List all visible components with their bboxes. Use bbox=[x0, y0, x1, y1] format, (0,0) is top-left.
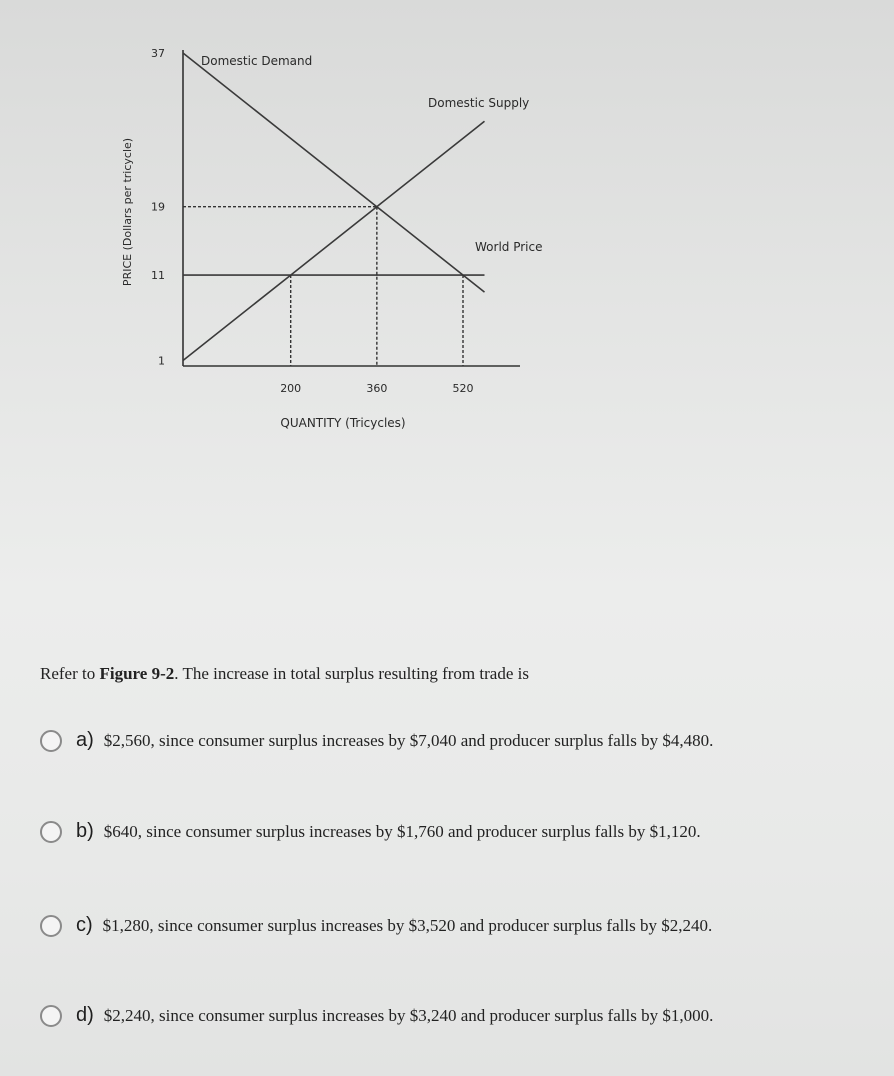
y-tick-label-19: 19 bbox=[151, 200, 165, 214]
figure-reference: Figure 9-2 bbox=[99, 664, 175, 683]
series-label-world-price: World Price bbox=[475, 240, 543, 254]
option-d-letter: d) bbox=[76, 1004, 94, 1026]
series-line-domestic-supply bbox=[183, 121, 485, 360]
x-axis-title: QUANTITY (Tricycles) bbox=[280, 416, 406, 430]
option-b[interactable] bbox=[40, 820, 701, 843]
series-line-domestic-demand bbox=[183, 53, 485, 292]
x-tick-label-520: 520 bbox=[452, 382, 474, 395]
y-tick-label-37: 37 bbox=[151, 47, 165, 60]
option-b-text: $640, since consumer surplus increases by $1,760 and producer surplus falls by $1,120. bbox=[103, 821, 701, 841]
y-tick-label-11: 11 bbox=[151, 269, 165, 283]
question-body: . The increase in total surplus resulting from trade is bbox=[174, 664, 529, 683]
series-label-domestic-demand: Domestic Demand bbox=[201, 54, 313, 68]
option-a[interactable] bbox=[40, 729, 713, 752]
x-tick-label-360: 360 bbox=[366, 382, 388, 395]
option-c[interactable] bbox=[40, 914, 712, 937]
question-text bbox=[40, 664, 529, 684]
radio-a-icon[interactable] bbox=[40, 730, 62, 752]
option-c-letter: c) bbox=[76, 914, 93, 936]
x-tick-label-200: 200 bbox=[280, 382, 302, 395]
y-axis-title: PRICE (Dollars per tricycle) bbox=[121, 137, 134, 287]
option-d[interactable] bbox=[40, 1004, 713, 1027]
question-prefix: Refer to bbox=[40, 664, 96, 683]
option-d-text: $2,240, since consumer surplus increases by $3,240 and producer surplus falls by $1,000. bbox=[103, 1005, 714, 1025]
series-label-domestic-supply: Domestic Supply bbox=[428, 96, 530, 110]
supply-demand-chart bbox=[0, 0, 894, 460]
option-b-letter: b) bbox=[76, 820, 94, 842]
radio-c-icon[interactable] bbox=[40, 915, 62, 937]
option-a-letter: a) bbox=[76, 729, 94, 751]
option-a-text: $2,560, since consumer surplus increases by $7,040 and producer surplus falls by $4,480. bbox=[103, 730, 714, 750]
y-tick-label-1: 1 bbox=[158, 354, 165, 368]
radio-b-icon[interactable] bbox=[40, 821, 62, 843]
radio-d-icon[interactable] bbox=[40, 1005, 62, 1027]
option-c-text: $1,280, since consumer surplus increases by $3,520 and producer surplus falls by $2,240. bbox=[102, 915, 713, 935]
